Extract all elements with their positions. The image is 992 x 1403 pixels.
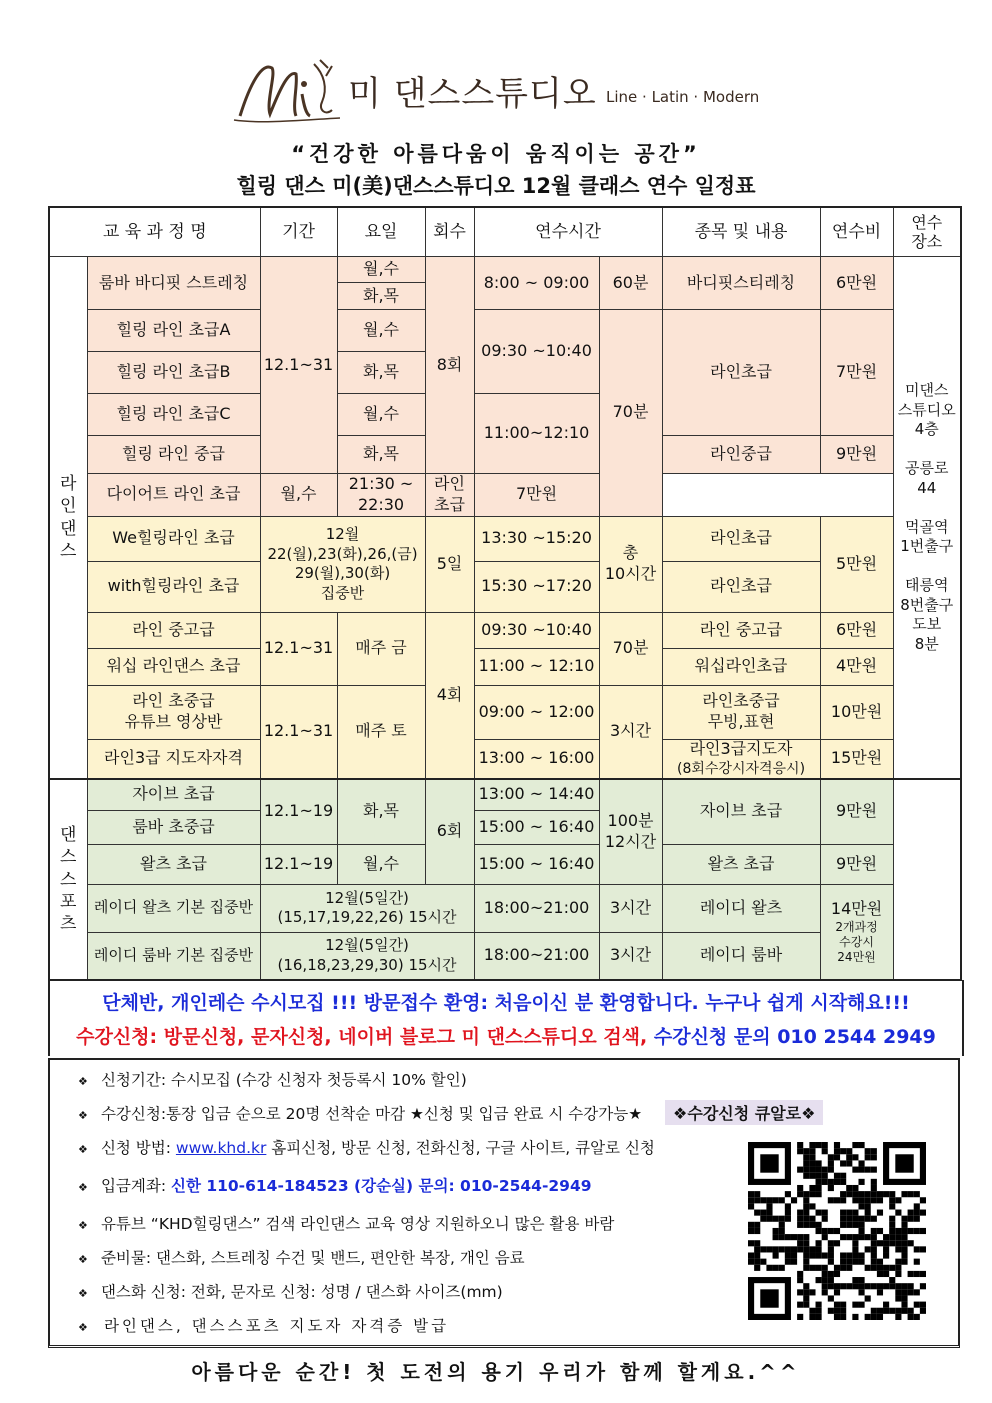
table-header-row xyxy=(49,207,961,257)
weekday: 매주 금 xyxy=(337,612,425,685)
content-line: (8회수강시자격응시) xyxy=(677,760,806,777)
fee: 10만원 xyxy=(820,685,893,739)
col-header: 연수시간 xyxy=(474,207,662,257)
diamond-bullet-icon: ❖ xyxy=(78,1143,88,1156)
qr-code-icon[interactable] xyxy=(748,1142,926,1320)
col-header: 연수비 xyxy=(820,207,893,257)
session-count: 6회 xyxy=(425,779,474,884)
class-time: 13:00 ~ 14:40 xyxy=(474,779,599,810)
fee-line: 14만원 xyxy=(830,898,883,918)
enrollment-notice xyxy=(48,980,964,1056)
class-time: 09:00 ~ 12:00 xyxy=(474,685,599,739)
col-header: 회수 xyxy=(425,207,474,257)
table-row xyxy=(49,648,961,685)
info-item xyxy=(78,1100,823,1125)
class-name: 힐링 라인 초급B xyxy=(87,352,260,394)
diamond-bullet-icon: ❖ xyxy=(78,1219,88,1232)
info-text: 홈피신청, 방문 신청, 전화신청, 구글 사이트, 큐알로 신청 xyxy=(266,1139,655,1157)
info-text: 라인댄스, 댄스스포츠 지도자 자격증 발급 xyxy=(103,1317,450,1335)
table-row xyxy=(49,310,961,352)
content: 라인 중고급 xyxy=(662,612,820,648)
info-item xyxy=(78,1068,467,1090)
class-time: 13:30 ~15:20 xyxy=(474,516,599,561)
info-text: 수강신청:통장 입금 순으로 20명 선착순 마감 ★신청 및 입금 완료 시 수강가능★ xyxy=(100,1105,643,1123)
footer-message: 아름다운 순간! 첫 도전의 용기 우리가 함께 할게요.^^ xyxy=(191,1360,801,1384)
class-name: 힐링 라인 중급 xyxy=(87,436,260,474)
slogan: “건강한 아름다움이 움직이는 공간” xyxy=(291,142,701,166)
studio-name: 미 댄스스튜디오 xyxy=(348,74,597,114)
content: 라인중급 xyxy=(662,436,820,474)
duration: 3시간 xyxy=(599,932,662,980)
period: 12.1~31 xyxy=(260,685,337,779)
info-item xyxy=(78,1246,525,1268)
qr-signup-badge: ❖수강신청 큐알로❖ xyxy=(665,1100,823,1125)
class-time: 15:00 ~ 16:40 xyxy=(474,844,599,884)
fee: 9만원 xyxy=(820,844,893,884)
class-schedule-table xyxy=(48,206,962,981)
session-count: 5일 xyxy=(425,516,474,612)
class-time: 18:00~21:00 xyxy=(474,884,599,932)
table-row xyxy=(49,516,961,561)
class-name: 힐링 라인 초급C xyxy=(87,394,260,436)
class-name: 룸바 바디핏 스트레칭 xyxy=(87,257,260,310)
table-row xyxy=(49,685,961,739)
brand-header xyxy=(0,48,992,128)
content: 라인초급 xyxy=(662,561,820,612)
info-item xyxy=(78,1314,449,1336)
period xyxy=(260,884,474,932)
website-link[interactable]: www.khd.kr xyxy=(175,1139,267,1157)
content xyxy=(662,685,820,739)
duration: 3시간 xyxy=(599,884,662,932)
class-name: 레이디 왈츠 기본 집중반 xyxy=(87,884,260,932)
fee: 15만원 xyxy=(820,739,893,779)
fee: 7만원 xyxy=(820,310,893,436)
training-place: 미댄스 스튜디오 4층 공릉로 44 먹골역 1번출구 태릉역 8번출구 도보 8분 xyxy=(893,257,961,780)
weekday: 화,목 xyxy=(337,352,425,394)
class-name: 라인 중고급 xyxy=(87,612,260,648)
content: 바디핏스티레칭 xyxy=(662,257,820,310)
duration xyxy=(599,516,662,612)
class-name: 힐링 라인 초급A xyxy=(87,310,260,352)
fee: 4만원 xyxy=(820,648,893,685)
content: 레이디 왈츠 xyxy=(662,884,820,932)
notice-line-2 xyxy=(50,1022,962,1049)
class-time: 11:00 ~ 12:10 xyxy=(474,648,599,685)
fee-note: 2개과정 xyxy=(835,919,878,934)
class-time: 8:00 ~ 09:00 xyxy=(474,257,599,310)
period xyxy=(260,516,425,612)
content: 라인초급 xyxy=(662,516,820,561)
duration: 70분 xyxy=(599,612,662,685)
class-name: We힐링라인 초급 xyxy=(87,516,260,561)
notice-line-1: 단체반, 개인레슨 수시모집 !!! 방문접수 환영: 처음이신 분 환영합니다. 누구나 쉽게 시작해요!!! xyxy=(102,992,910,1014)
col-header: 요일 xyxy=(337,207,425,257)
info-text: 입금계좌: xyxy=(100,1177,171,1195)
class-time: 13:00 ~ 16:00 xyxy=(474,739,599,779)
content: 자이브 초급 xyxy=(662,779,820,844)
info-item xyxy=(78,1174,592,1196)
fee xyxy=(820,884,893,980)
table-row xyxy=(49,474,961,517)
fee-note: 24만원 xyxy=(837,949,876,964)
diamond-bullet-icon: ❖ xyxy=(78,1253,88,1266)
class-name xyxy=(87,685,260,739)
duration: 70분 xyxy=(599,310,662,517)
bank-account: 신한 110-614-184523 (강순실) 문의: 010-2544-2949 xyxy=(170,1177,592,1195)
class-name: 워십 라인댄스 초급 xyxy=(87,648,260,685)
class-name-line: 유튜브 영상반 xyxy=(124,712,223,732)
session-count: 4회 xyxy=(425,612,474,779)
period-line: 12월(5일간) xyxy=(325,888,409,907)
fee: 5만원 xyxy=(820,516,893,612)
col-header: 기간 xyxy=(260,207,337,257)
table-row xyxy=(49,739,961,779)
weekday: 월,수 xyxy=(337,257,425,283)
table-row xyxy=(49,779,961,810)
diamond-bullet-icon: ❖ xyxy=(78,1181,88,1194)
period: 12.1~19 xyxy=(260,779,337,844)
info-item xyxy=(78,1136,655,1158)
duration xyxy=(599,779,662,884)
weekday: 월,수 xyxy=(337,394,425,436)
period: 12.1~31 xyxy=(260,612,337,685)
class-name: 레이디 룸바 기본 집중반 xyxy=(87,932,260,980)
info-item xyxy=(78,1280,503,1302)
class-name: 룸바 초중급 xyxy=(87,810,260,844)
weekday: 매주 토 xyxy=(337,685,425,779)
diamond-bullet-icon: ❖ xyxy=(78,1075,88,1088)
category-dance-sport: 댄 스 스 포 츠 xyxy=(49,779,87,980)
content: 워십라인초급 xyxy=(662,648,820,685)
info-item xyxy=(78,1212,614,1234)
fee: 9만원 xyxy=(820,779,893,844)
period-line: 29(월),30(화) xyxy=(294,564,391,583)
fee-note: 수강시 xyxy=(839,934,874,949)
content-line: 라인3급지도자 xyxy=(689,739,793,759)
fee: 6만원 xyxy=(820,612,893,648)
period: 12.1~31 xyxy=(260,257,337,474)
table-row xyxy=(49,612,961,648)
class-time: 15:30 ~17:20 xyxy=(474,561,599,612)
info-text: 신청 방법: xyxy=(100,1139,176,1157)
content: 레이디 룸바 xyxy=(662,932,820,980)
weekday: 월,수 xyxy=(337,844,425,884)
period-line: 12월(5일간) xyxy=(325,936,409,955)
duration-line: 12시간 xyxy=(604,831,657,851)
fee: 6만원 xyxy=(820,257,893,310)
training-place-continued xyxy=(893,779,961,980)
weekday: 화,목 xyxy=(337,283,425,310)
fee: 9만원 xyxy=(820,436,893,474)
info-text: 신청기간: 수시모집 (수강 신청자 첫등록시 10% 할인) xyxy=(100,1071,467,1089)
period: 12.1~19 xyxy=(260,844,337,884)
session-count: 8회 xyxy=(425,257,474,474)
duration-line: 100분 xyxy=(607,811,654,831)
weekday: 월,수 xyxy=(337,310,425,352)
class-name: 다이어트 라인 초급 xyxy=(87,474,260,517)
weekday: 월,수 xyxy=(260,474,337,517)
info-text: 유튜브 “KHD힐링댄스” 검색 라인댄스 교육 영상 지원하오니 많은 활용 바람 xyxy=(100,1215,615,1233)
notice-contact: 수강신청 문의 010 2544 2949 xyxy=(653,1026,936,1048)
period-line: (15,17,19,22,26) 15시간 xyxy=(277,908,457,927)
table-row xyxy=(49,844,961,884)
info-box xyxy=(48,1058,960,1348)
studio-tagline: Line · Latin · Modern xyxy=(606,88,760,106)
category-line-dance: 라 인 댄 스 xyxy=(49,257,87,780)
duration-line: 총 xyxy=(622,543,639,563)
class-name: 왈츠 초급 xyxy=(87,844,260,884)
period-line: 12월 xyxy=(325,525,360,544)
content-line: 무빙,표현 xyxy=(707,712,775,732)
info-text: 댄스화 신청: 전화, 문자로 신청: 성명 / 댄스화 사이즈(mm) xyxy=(100,1283,503,1301)
class-name: 라인3급 지도자자격 xyxy=(87,739,260,779)
col-header: 교 육 과 정 명 xyxy=(49,207,260,257)
duration: 60분 xyxy=(599,257,662,310)
content xyxy=(662,739,820,779)
notice-signup-methods: 수강신청: 방문신청, 문자신청, 네이버 블로그 미 댄스스튜디오 검색, xyxy=(76,1026,654,1048)
weekday: 화,목 xyxy=(337,436,425,474)
col-header: 종목 및 내용 xyxy=(662,207,820,257)
class-time: 21:30 ~ 22:30 xyxy=(337,474,425,517)
content-line: 라인초중급 xyxy=(702,691,780,711)
content: 라인초급 xyxy=(662,310,820,436)
duration: 3시간 xyxy=(599,685,662,779)
period-line: 22(월),23(화),26,(금) xyxy=(267,544,418,563)
diamond-bullet-icon: ❖ xyxy=(78,1287,88,1300)
col-header: 연수 장소 xyxy=(893,207,961,257)
duration-line: 10시간 xyxy=(604,564,657,584)
table-row xyxy=(49,257,961,283)
studio-logo-mark xyxy=(232,54,344,124)
class-name: 자이브 초급 xyxy=(87,779,260,810)
page-title: 힐링 댄스 미(美)댄스스튜디오 12월 클래스 연수 일정표 xyxy=(236,174,756,198)
class-time: 09:30 ~10:40 xyxy=(474,310,599,394)
period-line: (16,18,23,29,30) 15시간 xyxy=(277,955,457,974)
diamond-bullet-icon: ❖ xyxy=(78,1109,88,1122)
weekday: 화,목 xyxy=(337,779,425,844)
class-time: 18:00~21:00 xyxy=(474,932,599,980)
content: 라인초급 xyxy=(425,474,474,517)
class-time: 15:00 ~ 16:40 xyxy=(474,810,599,844)
period xyxy=(260,932,474,980)
content: 왈츠 초급 xyxy=(662,844,820,884)
class-name: with힐링라인 초급 xyxy=(87,561,260,612)
table-row xyxy=(49,884,961,932)
period-line: 집중반 xyxy=(320,583,365,602)
fee: 7만원 xyxy=(474,474,599,517)
class-name-line: 라인 초중급 xyxy=(132,691,215,711)
diamond-bullet-icon: ❖ xyxy=(78,1321,91,1334)
info-text: 준비물: 댄스화, 스트레칭 수건 및 밴드, 편안한 복장, 개인 음료 xyxy=(100,1249,525,1267)
class-time: 11:00~12:10 xyxy=(474,394,599,474)
class-time: 09:30 ~10:40 xyxy=(474,612,599,648)
